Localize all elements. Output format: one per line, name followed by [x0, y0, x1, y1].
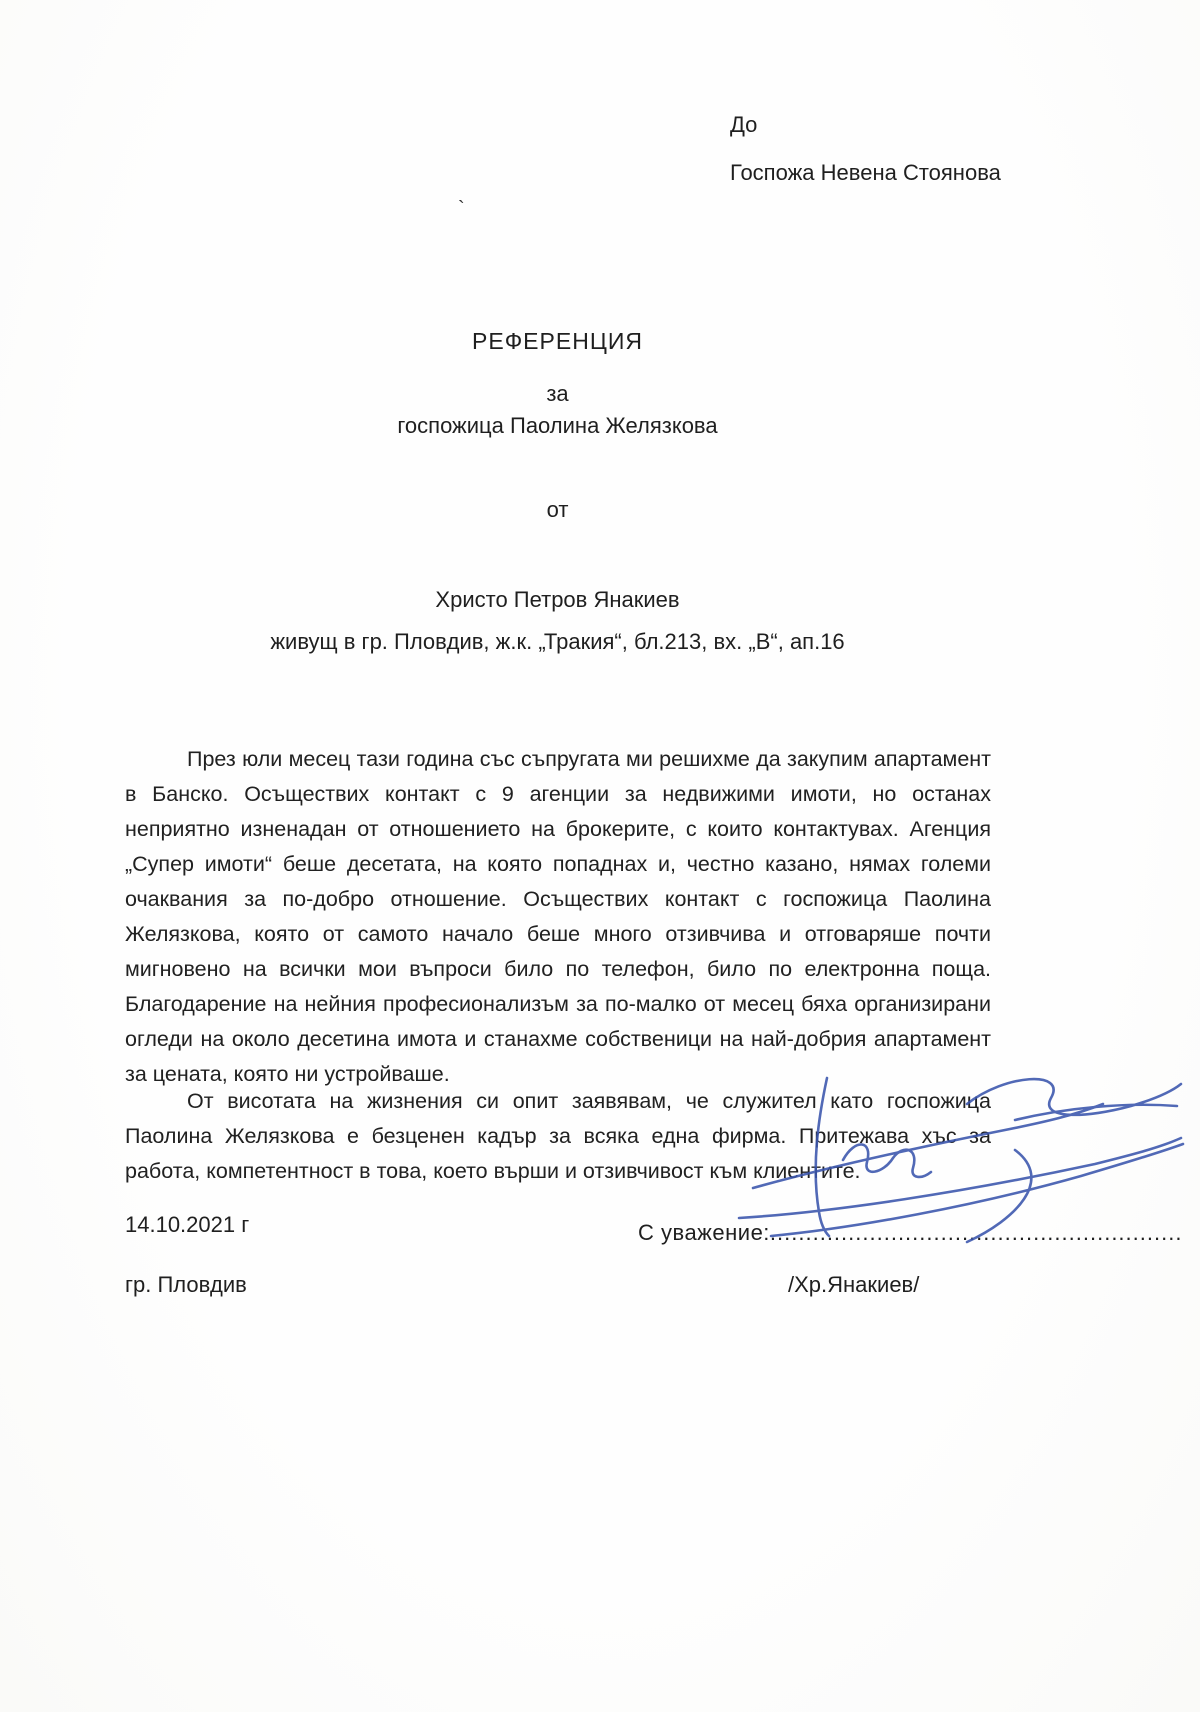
author-address: живущ в гр. Пловдив, ж.к. „Тракия“, бл.213, вх. „В“, ап.16: [270, 629, 845, 654]
closing-dotted-line: ..........................................................: [769, 1220, 1183, 1245]
signature-ink: [715, 1060, 1195, 1260]
closing-label: С уважение:: [638, 1220, 770, 1245]
subject-name: госпожица Паолина Желязкова: [397, 413, 718, 438]
recipient-name: Госпожа Невена Стоянова: [730, 160, 1001, 185]
document-city: гр. Пловдив: [125, 1272, 247, 1297]
body-paragraph-1: През юли месец тази година със съпругата ми решихме да закупим апартамент в Банско. Осъществих контакт с 9 агенции за недвижими имоти, но останах неприятно изненадан от отношението на брокерите, с които контактувах. Агенция „Супер имоти“ беше десетата, на която попаднах и, честно казано, нямах големи очаквания за по-добро отношение. Осъществих контакт с госпожица Паолина Желязкова, която от самото начало беше много отзивчива и отговаряше почти мигновено на всички мои въпроси било по телефон, било по електронна поща. Благодарение на нейния професионализъм за по-малко от месец бяха организирани огледи на около десетина имота и станахме собственици на най-добрия апартамент за цената, която ни устройваше.: [125, 746, 991, 1086]
recipient-to-label: До: [730, 112, 758, 137]
from-preposition: от: [546, 497, 569, 522]
body-paragraph-2: От висотата на жизнения си опит заявявам, че служител като госпожица Паолина Желязкова е безценен кадър за всяка една фирма. Притежава хъс за работа, компетентност в това, което върши и отзивчивост към клиентите.: [125, 1088, 991, 1183]
author-name: Христо Петров Янакиев: [435, 587, 680, 612]
document-date: 14.10.2021 г: [125, 1212, 250, 1237]
subject-preposition: за: [546, 381, 569, 406]
recipient-block: [730, 112, 1001, 208]
stray-ink-mark: `: [458, 198, 465, 220]
document-title: РЕФЕРЕНЦИЯ: [472, 328, 643, 354]
signed-name: /Хр.Янакиев/: [788, 1272, 920, 1297]
